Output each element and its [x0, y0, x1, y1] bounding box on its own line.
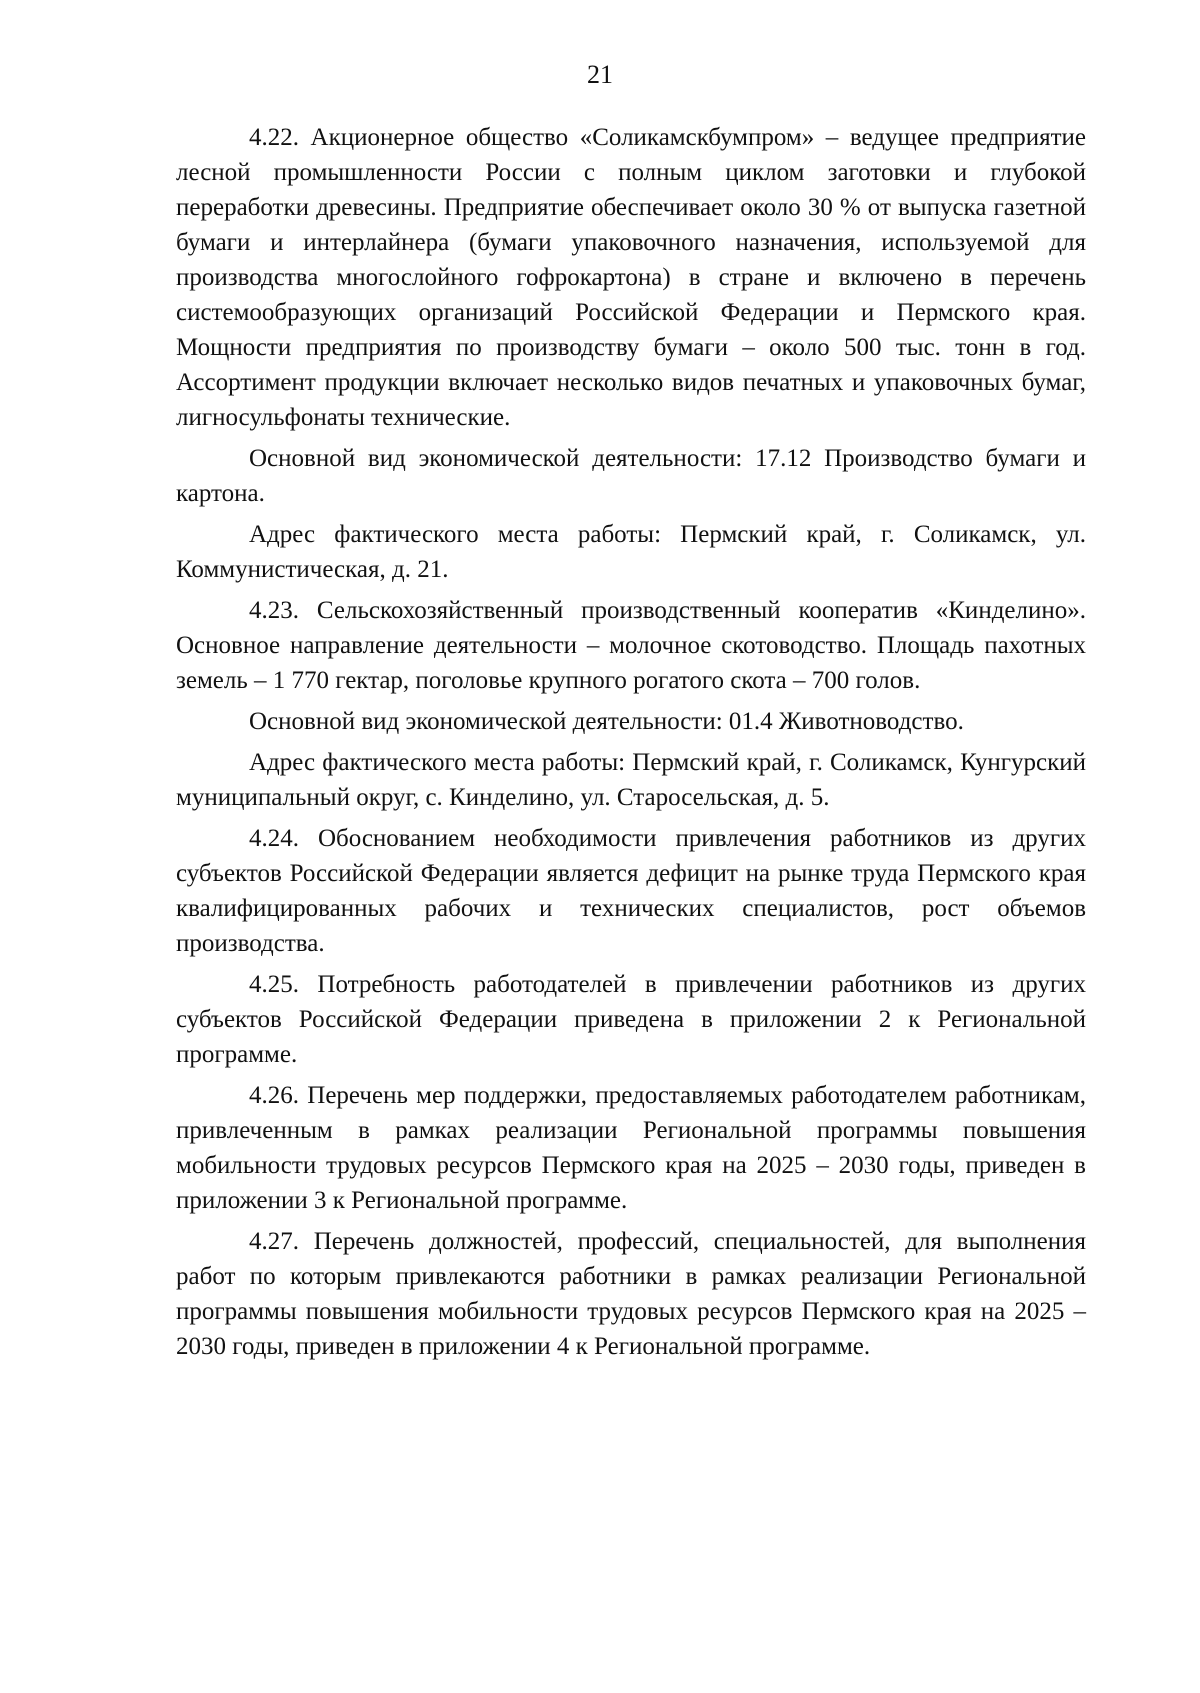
paragraph-address-4-23: Адрес фактического места работы: Пермский край, г. Соликамск, Кунгурский муниципальный округ, с. Кинделино, ул. Старосельская, д. 5. — [176, 749, 1086, 811]
page-number: 21 — [587, 60, 613, 89]
document-body — [176, 120, 1086, 1364]
paragraph-address-4-22: Адрес фактического места работы: Пермский край, г. Соликамск, ул. Коммунистическая, д. 21. — [176, 521, 1086, 583]
paragraph-4-26: 4.26. Перечень мер поддержки, предоставляемых работодателем работникам, привлеченным в рамках реализации Региональной программы повышения мобильности трудовых ресурсов Пермского края на 2025 – 2030 годы, приведен в приложении 3 к Региональной программе. — [176, 1082, 1086, 1214]
paragraph-4-22: 4.22. Акционерное общество «Соликамскбумпром» – ведущее предприятие лесной промышленности России с полным циклом заготовки и глубокой переработки древесины. Предприятие обеспечивает около 30 % от выпуска газетной бумаги и интерлайнера (бумаги упаковочного назначения, используемой для производства многослойного гофрокартона) в стране и включено в перечень системообразующих организаций Российской Федерации и Пермского края. Мощности предприятия по производству бумаги – около 500 тыс. тонн в год. Ассортимент продукции включает несколько видов печатных и упаковочных бумаг, лигносульфонаты технические. — [176, 124, 1086, 431]
paragraph-4-27: 4.27. Перечень должностей, профессий, специальностей, для выполнения работ по которым привлекаются работники в рамках реализации Региональной программы повышения мобильности трудовых ресурсов Пермского края на 2025 – 2030 годы, приведен в приложении 4 к Региональной программе. — [176, 1228, 1086, 1360]
paragraph-4-25: 4.25. Потребность работодателей в привлечении работников из других субъектов Российской Федерации приведена в приложении 2 к Региональной программе. — [176, 971, 1086, 1068]
paragraph-activity-type-4-22: Основной вид экономической деятельности: 17.12 Производство бумаги и картона. — [176, 445, 1086, 507]
paragraph-4-23: 4.23. Сельскохозяйственный производственный кооператив «Кинделино». Основное направление деятельности – молочное скотоводство. Площадь пахотных земель – 1 770 гектар, поголовье крупного рогатого скота – 700 голов. — [176, 597, 1086, 694]
paragraph-activity-type-4-23: Основной вид экономической деятельности: 01.4 Животноводство. — [249, 708, 964, 735]
paragraph-4-24: 4.24. Обоснованием необходимости привлечения работников из других субъектов Российской Федерации является дефицит на рынке труда Пермского края квалифицированных рабочих и технических специалистов, рост объемов производства. — [176, 825, 1086, 957]
